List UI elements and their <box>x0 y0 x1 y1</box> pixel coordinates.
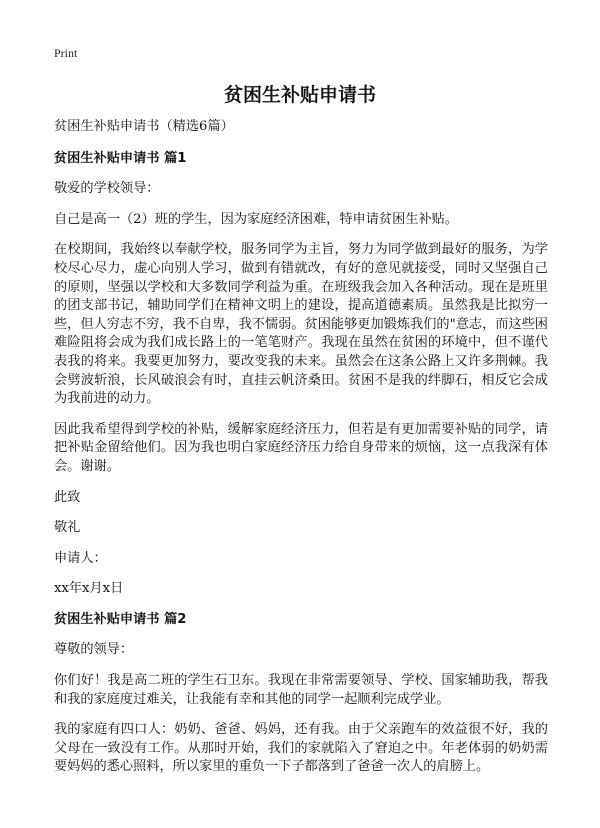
section1-paragraph-3: 因此我希望得到学校的补贴，缓解家庭经济压力，但若是有更加需要补贴的同学，请把补贴金留给他们。因为我也明白家庭经济压力给自身带来的烦恼，这一点我深有体会。谢谢。 <box>54 421 548 474</box>
section1-closing-1: 此致 <box>54 489 81 505</box>
document-body <box>54 118 548 789</box>
section2-paragraph-2: 我的家庭有四口人：奶奶、爸爸、妈妈，还有我。由于父亲跑车的效益很不好，我的父母在一致没有工作。从那时开始，我们的家就陷入了窘迫之中。年老体弱的奶奶需要妈妈的悉心照料，所以家里的重负一下子都落到了爸爸一次人的肩膀上。 <box>54 722 548 775</box>
section1-greeting: 敬爱的学校领导： <box>54 181 160 197</box>
section1-date: xx年x月x日 <box>54 581 124 597</box>
section2-greeting: 尊敬的领导： <box>54 642 134 658</box>
page-title: 贫困生补贴申请书 <box>223 84 376 106</box>
section1-closing-2: 敬礼 <box>54 520 81 536</box>
print-link[interactable]: Print <box>54 46 78 60</box>
section-heading-2: 贫困生补贴申请书 篇2 <box>54 611 187 627</box>
section2-paragraph-1: 你们好！我是高二班的学生石卫东。我现在非常需要领导、学校、国家辅助我，帮我和我的家庭度过难关，让我能有幸和其他的同学一起顺利完成学业。 <box>54 673 548 707</box>
section-heading-1: 贫困生补贴申请书 篇1 <box>54 150 187 166</box>
section1-paragraph-1: 自己是高一（2）班的学生，因为家庭经济困难，特申请贫困生补贴。 <box>54 211 459 227</box>
section1-applicant: 申请人： <box>54 550 107 566</box>
section1-paragraph-2: 在校期间，我始终以奉献学校，服务同学为主旨，努力为同学做到最好的服务，为学校尽心尽力，虚心向别人学习，做到有错就改，有好的意见就接受，同时又坚强自己的原则，坚强以学校和大多数同学利益为重。在班级我会加入各种活动。现在是班里的团支部书记，辅助同学们在精神文明上的建设，提高道德素质。虽然我是比拟穷一些，但人穷志不穷，我不自卑，我不懦弱。贫困能够更加锻炼我们的"意志，而这些困难险阻将会成为我们成长路上的一笔笔财产。我现在虽然在贫困的环境中，但不谨代表我的将来。我要更加努力，要改变我的未来。虽然会在这条公路上又许多荆棘。我会劈波斩浪，长风破浪会有时，直挂云帆济桑田。贫困不是我的绊脚石，相反它会成为我前进的动力。 <box>54 242 548 407</box>
document-subtitle: 贫困生补贴申请书（精选6篇） <box>54 119 234 134</box>
